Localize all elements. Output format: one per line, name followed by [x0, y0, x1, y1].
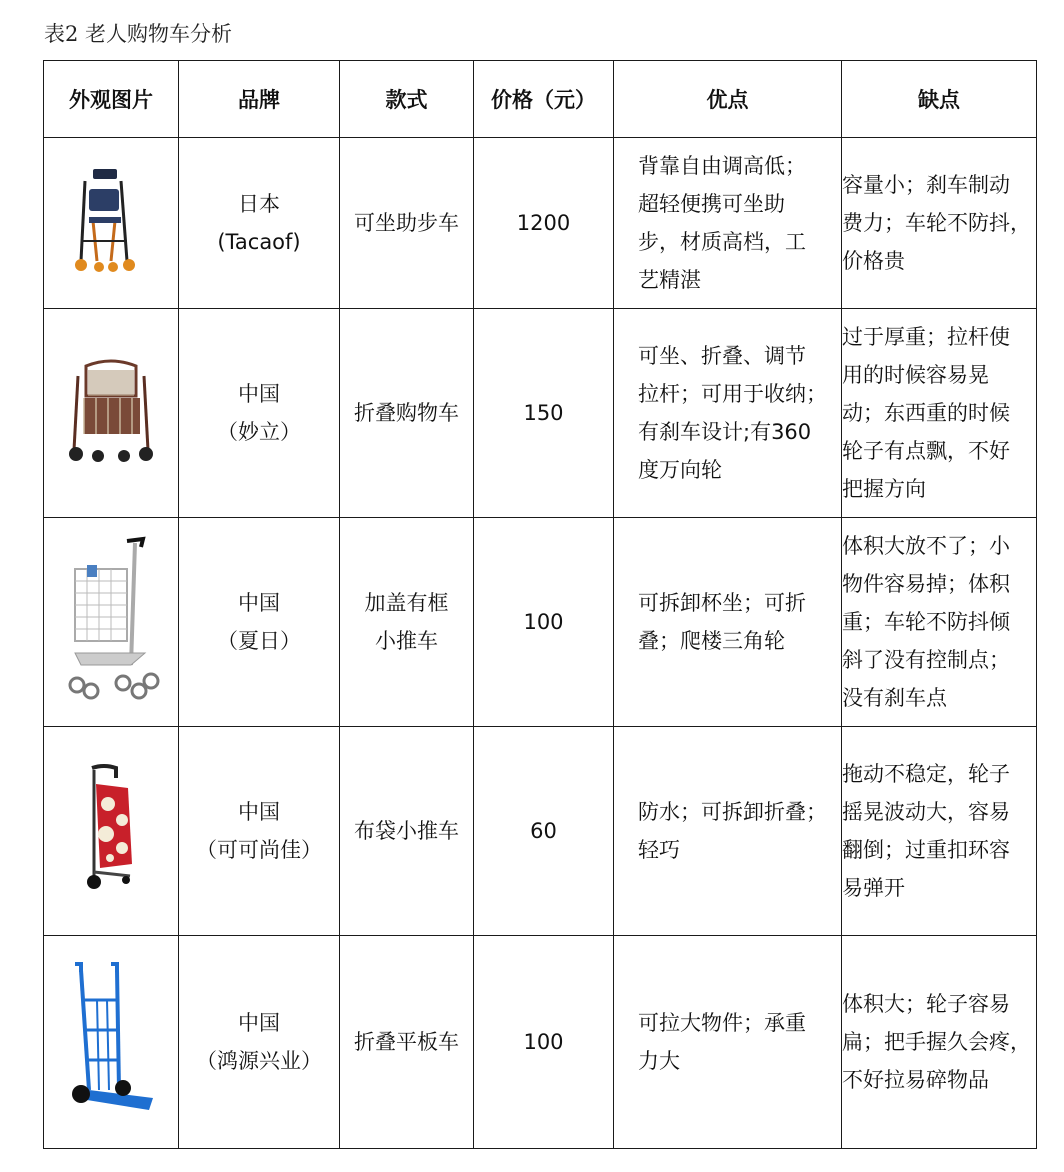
price-cell: 100	[474, 518, 614, 727]
cons-cell: 容量小；刹车制动 费力；车轮不防抖， 价格贵	[842, 138, 1037, 309]
cons-cell: 拖动不稳定，轮子 摇晃波动大，容易 翻倒；过重扣环容 易弹开	[842, 727, 1037, 936]
image-cell	[44, 138, 179, 309]
style-cell: 可坐助步车	[340, 138, 474, 309]
style-cell: 加盖有框 小推车	[340, 518, 474, 727]
folding-shopping-cart-icon	[66, 356, 156, 466]
header-pros: 优点	[614, 61, 842, 138]
seat-walker-cart-icon	[71, 161, 151, 281]
cons-cell: 体积大；轮子容易 扁；把手握久会疼， 不好拉易碎物品	[842, 936, 1037, 1149]
pros-cell: 防水；可拆卸折叠； 轻巧	[614, 727, 842, 936]
header-style: 款式	[340, 61, 474, 138]
header-image: 外观图片	[44, 61, 179, 138]
table-row	[44, 518, 1037, 727]
style-cell: 折叠购物车	[340, 309, 474, 518]
brand-cell: 中国 （妙立）	[179, 309, 340, 518]
cons-cell: 体积大放不了；小 物件容易掉；体积 重；车轮不防抖倾 斜了没有控制点； 没有刹车点	[842, 518, 1037, 727]
wire-basket-cart-icon	[61, 535, 161, 705]
price-cell: 60	[474, 727, 614, 936]
image-cell	[44, 727, 179, 936]
header-cons: 缺点	[842, 61, 1037, 138]
cons-cell: 过于厚重；拉杆使 用的时候容易晃 动；东西重的时候 轮子有点飘，不好 把握方向	[842, 309, 1037, 518]
brand-cell: 中国 （可可尚佳）	[179, 727, 340, 936]
header-brand: 品牌	[179, 61, 340, 138]
pros-cell: 背靠自由调高低； 超轻便携可坐助 步，材质高档，工 艺精湛	[614, 138, 842, 309]
brand-cell: 中国 （鸿源兴业）	[179, 936, 340, 1149]
image-cell	[44, 518, 179, 727]
cloth-bag-trolley-icon	[76, 764, 146, 894]
table-row	[44, 138, 1037, 309]
table-caption: 表2 老人购物车分析	[44, 22, 233, 46]
header-row	[44, 61, 1037, 138]
style-cell: 折叠平板车	[340, 936, 474, 1149]
price-cell: 150	[474, 309, 614, 518]
flatbed-hand-truck-icon	[61, 960, 161, 1120]
price-cell: 100	[474, 936, 614, 1149]
image-cell	[44, 936, 179, 1149]
table-row	[44, 309, 1037, 518]
price-cell: 1200	[474, 138, 614, 309]
table-row	[44, 727, 1037, 936]
image-cell	[44, 309, 179, 518]
brand-cell: 中国 （夏日）	[179, 518, 340, 727]
pros-cell: 可拉大物件；承重 力大	[614, 936, 842, 1149]
header-price: 价格（元）	[474, 61, 614, 138]
brand-cell: 日本 (Tacaof)	[179, 138, 340, 309]
shopping-cart-comparison-table	[43, 60, 1037, 1149]
style-cell: 布袋小推车	[340, 727, 474, 936]
pros-cell: 可坐、折叠、调节 拉杆；可用于收纳； 有刹车设计;有360 度万向轮	[614, 309, 842, 518]
pros-cell: 可拆卸杯坐；可折 叠；爬楼三角轮	[614, 518, 842, 727]
table-row	[44, 936, 1037, 1149]
